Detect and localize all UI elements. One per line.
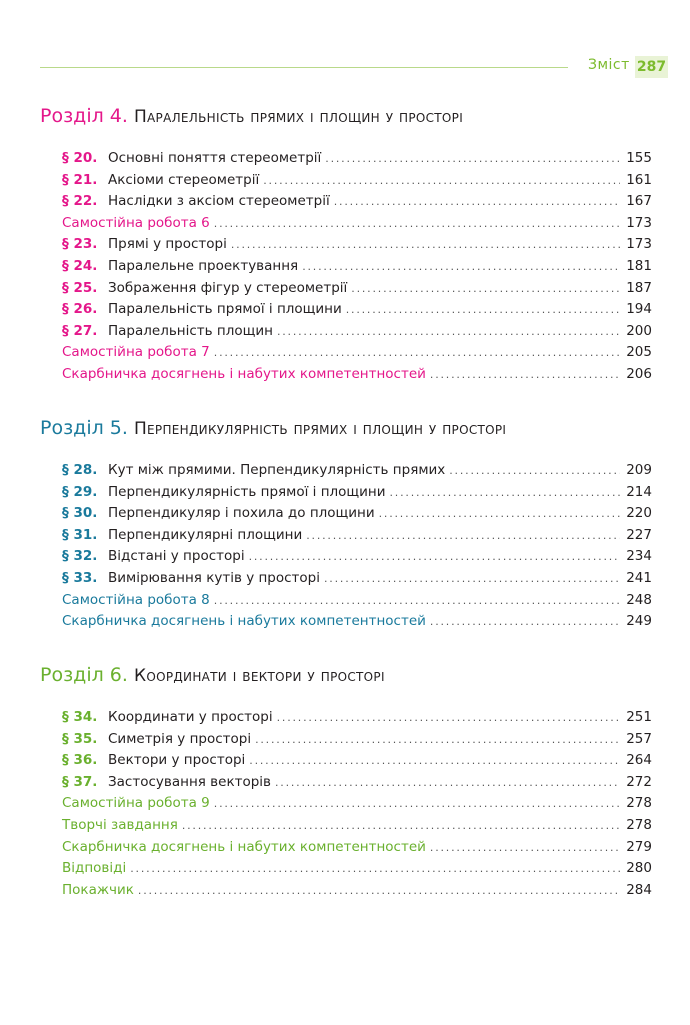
dot-leader <box>430 611 620 633</box>
toc-entry[interactable] <box>62 858 652 880</box>
page-number: 249 <box>626 613 652 630</box>
page-number: 206 <box>626 365 652 382</box>
dot-leader <box>214 590 620 612</box>
section-6 <box>40 662 652 901</box>
entry-title: Координати у просторі <box>108 709 273 725</box>
toc-entry[interactable] <box>62 364 652 386</box>
toc-entry[interactable] <box>62 793 652 815</box>
section-title: Паралельність прямих і площин у просторі <box>133 107 464 127</box>
paragraph-number: § 33. <box>62 569 98 586</box>
dot-leader <box>302 256 620 278</box>
dot-leader <box>277 321 620 343</box>
dot-leader <box>255 729 620 751</box>
page-number: 278 <box>626 795 652 812</box>
toc-entry[interactable] <box>62 234 652 256</box>
toc-entry[interactable] <box>62 837 652 859</box>
toc-entry[interactable] <box>62 170 652 192</box>
paragraph-number: § 22. <box>62 193 98 210</box>
dot-leader <box>346 299 620 321</box>
section-title: Перпендикулярність прямих і площин у просторі <box>133 419 507 439</box>
paragraph-number: § 26. <box>62 301 98 318</box>
page-number: 194 <box>626 301 652 318</box>
paragraph-number: § 24. <box>62 257 98 274</box>
toc-entry[interactable] <box>62 750 652 772</box>
dot-leader <box>130 858 620 880</box>
header-rule <box>40 67 568 68</box>
header-page-number: 287 <box>635 56 668 78</box>
dot-leader <box>306 525 620 547</box>
toc-entry[interactable] <box>62 772 652 794</box>
toc-entry[interactable] <box>62 191 652 213</box>
toc-entry[interactable] <box>62 568 652 590</box>
toc-entry[interactable] <box>62 525 652 547</box>
dot-leader <box>214 793 620 815</box>
entry-title: Прямі у просторі <box>108 236 227 253</box>
paragraph-number: § 25. <box>62 279 98 296</box>
entry-title: Симетрія у просторі <box>108 730 252 747</box>
header-title: Зміст <box>588 57 630 73</box>
toc-list <box>40 460 652 633</box>
page-number: 241 <box>626 569 652 586</box>
entry-title: Наслідки з аксіом стереометрії <box>108 193 330 210</box>
toc-entry[interactable] <box>62 611 652 633</box>
page-number: 155 <box>626 150 652 166</box>
entry-title: Скарбничка досягнень і набутих компетентностей <box>62 613 426 630</box>
dot-leader <box>325 148 620 170</box>
toc-entry[interactable] <box>62 256 652 278</box>
page-header <box>40 56 668 80</box>
entry-title: Перпендикуляр і похила до площини <box>108 505 375 522</box>
dot-leader <box>182 815 620 837</box>
page-number: 227 <box>626 526 652 543</box>
entry-title: Паралельність прямої і площини <box>108 301 342 318</box>
toc-entry[interactable] <box>62 707 652 729</box>
toc-entry[interactable] <box>62 815 652 837</box>
paragraph-number: § 23. <box>62 236 98 253</box>
dot-leader <box>138 880 620 902</box>
page-number: 161 <box>626 171 652 188</box>
section-label: Розділ 5. <box>40 417 128 439</box>
page-number: 167 <box>626 193 652 210</box>
entry-title: Самостійна робота 7 <box>62 344 210 361</box>
entry-title: Вимірювання кутів у просторі <box>108 569 321 586</box>
entry-title: Самостійна робота 9 <box>62 795 210 812</box>
dot-leader <box>249 546 620 568</box>
toc-list <box>40 148 652 386</box>
entry-title: Паралельне проектування <box>108 257 299 274</box>
entry-title: Творчі завдання <box>62 816 178 833</box>
dot-leader <box>430 837 620 859</box>
toc-entry[interactable] <box>62 321 652 343</box>
section-heading <box>40 103 652 130</box>
toc-entry[interactable] <box>62 729 652 751</box>
toc-entry[interactable] <box>62 880 652 902</box>
entry-title: Відстані у просторі <box>108 548 245 565</box>
section-label: Розділ 4. <box>40 105 128 127</box>
page-number: 280 <box>626 860 652 877</box>
toc-entry[interactable] <box>62 342 652 364</box>
page-number: 220 <box>626 505 652 522</box>
toc-entry[interactable] <box>62 278 652 300</box>
section-heading <box>40 415 652 442</box>
paragraph-number: § 28. <box>62 462 98 478</box>
page-number: 234 <box>626 548 652 565</box>
section-title: Координати і вектори у просторі <box>133 666 385 686</box>
dot-leader <box>231 234 620 256</box>
dot-leader <box>249 750 620 772</box>
toc-entry[interactable] <box>62 148 652 170</box>
dot-leader <box>390 482 620 504</box>
paragraph-number: § 36. <box>62 752 98 769</box>
page-number: 181 <box>626 257 652 274</box>
page-number: 272 <box>626 773 652 790</box>
toc-entry[interactable] <box>62 460 652 482</box>
paragraph-number: § 37. <box>62 773 98 790</box>
dot-leader <box>275 772 620 794</box>
paragraph-number: § 20. <box>62 150 98 166</box>
toc-entry[interactable] <box>62 299 652 321</box>
entry-title: Застосування векторів <box>108 773 271 790</box>
entry-title: Зображення фігур у стереометрії <box>108 279 348 296</box>
page-number: 264 <box>626 752 652 769</box>
toc-entry[interactable] <box>62 213 652 235</box>
dot-leader <box>430 364 620 386</box>
dot-leader <box>351 278 620 300</box>
entry-title: Скарбничка досягнень і набутих компетентностей <box>62 838 426 855</box>
page-number: 209 <box>626 462 652 478</box>
dot-leader <box>263 170 620 192</box>
page-number: 251 <box>626 709 652 725</box>
toc-entry[interactable] <box>62 546 652 568</box>
page-number: 173 <box>626 214 652 231</box>
page-number: 279 <box>626 838 652 855</box>
page-number: 248 <box>626 591 652 608</box>
entry-title: Перпендикулярні площини <box>108 526 303 543</box>
paragraph-number: § 31. <box>62 526 98 543</box>
paragraph-number: § 34. <box>62 709 98 725</box>
page-number: 278 <box>626 816 652 833</box>
entry-title: Покажчик <box>62 881 134 898</box>
dot-leader <box>214 213 620 235</box>
entry-title: Відповіді <box>62 860 127 877</box>
entry-title: Аксіоми стереометрії <box>108 171 260 188</box>
paragraph-number: § 35. <box>62 730 98 747</box>
paragraph-number: § 27. <box>62 322 98 339</box>
page-number: 284 <box>626 881 652 898</box>
page-number: 214 <box>626 483 652 500</box>
dot-leader <box>324 568 620 590</box>
entry-title: Кут між прямими. Перпендикулярність прямих <box>108 462 446 478</box>
section-label: Розділ 6. <box>40 664 128 686</box>
page-number: 205 <box>626 344 652 361</box>
dot-leader <box>379 503 620 525</box>
entry-title: Самостійна робота 6 <box>62 214 210 231</box>
paragraph-number: § 30. <box>62 505 98 522</box>
section-5 <box>40 415 652 633</box>
dot-leader <box>334 191 620 213</box>
paragraph-number: § 29. <box>62 483 98 500</box>
entry-title: Основні поняття стереометрії <box>108 150 322 166</box>
section-4 <box>40 103 652 386</box>
paragraph-number: § 32. <box>62 548 98 565</box>
dot-leader <box>277 707 620 729</box>
paragraph-number: § 21. <box>62 171 98 188</box>
toc-entry[interactable] <box>62 482 652 504</box>
page-number: 173 <box>626 236 652 253</box>
entry-title: Скарбничка досягнень і набутих компетентностей <box>62 365 426 382</box>
page-number: 257 <box>626 730 652 747</box>
toc-entry[interactable] <box>62 590 652 612</box>
dot-leader <box>214 342 620 364</box>
page-number: 187 <box>626 279 652 296</box>
section-heading <box>40 662 652 689</box>
entry-title: Перпендикулярність прямої і площини <box>108 483 386 500</box>
toc-list <box>40 707 652 901</box>
entry-title: Самостійна робота 8 <box>62 591 210 608</box>
dot-leader <box>449 460 620 482</box>
toc-entry[interactable] <box>62 503 652 525</box>
entry-title: Паралельність площин <box>108 322 273 339</box>
entry-title: Вектори у просторі <box>108 752 246 769</box>
page-number: 200 <box>626 322 652 339</box>
